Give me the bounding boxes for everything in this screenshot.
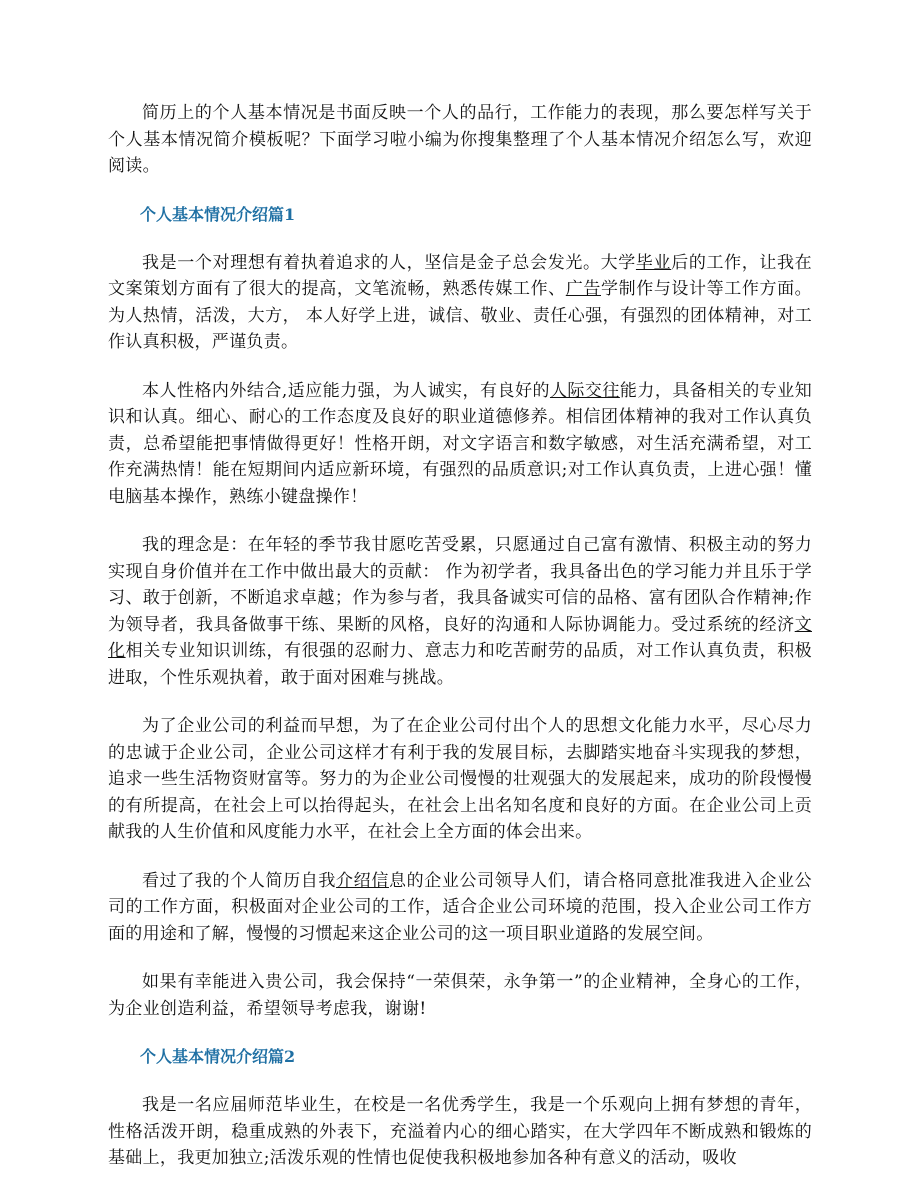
paragraph-4: 为了企业公司的利益而早想，为了在企业公司付出个人的思想文化能力水平，尽心尽力的忠诚于企业公司，企业公司这样才有利于我的发展目标，去脚踏实地奋斗实现我的梦想，追求一些生活物资财富等。努力的为企业公司慢慢的壮观强大的发展起来，成功的阶段慢慢的有所提高，在社会上可以抬得起头，在社会上出名知名度和良好的方面。在企业公司上贡献我的人生价值和风度能力水平，在社会上全方面的体会出来。 xyxy=(108,716,812,842)
section-heading-1: 个人基本情况介绍篇1 xyxy=(140,204,296,224)
section-heading-2: 个人基本情况介绍篇2 xyxy=(140,1047,296,1066)
link-interpersonal[interactable]: 人际交往 xyxy=(549,380,620,401)
paragraph-7: 我是一名应届师范毕业生，在校是一名优秀学生，我是一个乐观向上拥有梦想的青年，性格活泼开朗，稳重成熟的外表下，充溢着内心的细心踏实，在大学四年不断成熟和锻炼的基础上，我更加独立;活泼乐观的性情也促使我积极地参加各种有意义的活动，吸收 xyxy=(108,1095,812,1168)
link-graduation[interactable]: 毕业 xyxy=(635,252,672,273)
paragraph-1 xyxy=(108,250,812,356)
link-culture[interactable]: 文化 xyxy=(108,614,812,661)
paragraph-2 xyxy=(108,378,812,511)
paragraph-3-text-b: 相关专业知识训练，有很强的忍耐力、意志力和吃苦耐劳的品质，对工作认真负责，积极进取，个性乐观执着，敢于面对困难与挑战。 xyxy=(108,641,812,688)
link-advertising[interactable]: 广告 xyxy=(565,279,601,299)
link-introduction[interactable]: 介绍信 xyxy=(336,870,389,891)
intro-paragraph: 简历上的个人基本情况是书面反映一个人的品行，工作能力的表现，那么要怎样写关于个人基本情况简介模板呢？下面学习啦小编为你搜集整理了个人基本情况介绍怎么写，欢迎阅读。 xyxy=(108,103,812,176)
paragraph-5-text-a: 看过了我的个人简历自我 xyxy=(142,870,337,891)
paragraph-1-text-b: 后的工作，让我在文案策划方面有了很大的提高，文笔流畅，熟悉传媒工作、 xyxy=(108,252,812,299)
paragraph-5-text-b: 息的企业公司领导人们，请合格同意批准我进入企业公司的工作方面，积极面对企业公司的工作，适合企业公司环境的范围，投入企业公司工作方面的用途和了解，慢慢的习惯起来这企业公司的这一项目职业道路的发展空间。 xyxy=(108,870,812,944)
paragraph-2-text-b: 能力，具备相关的专业知识和认真。细心、耐心的工作态度及良好的职业道德修养。相信团体精神的我对工作认真负责，总希望能把事情做得更好！性格开朗，对文字语言和数字敏感，对生活充满希望，对工作充满热情！能在短期间内适应新环境，有强烈的品质意识;对工作认真负责，上进心强！懂电脑基本操作，熟练小键盘操作！ xyxy=(108,380,812,507)
paragraph-3-text-a: 我的理念是：在年轻的季节我甘愿吃苦受累，只愿通过自己富有激情、积极主动的努力实现自身价值并在工作中做出最大的贡献： 作为初学者，我具备出色的学习能力并且乐于学习、敢于创新，不断追求卓越；作为参与者，我具备诚实可信的品格、富有团队合作精神;作为领导者，我具备做事干练、果断的风格，良好的沟通和人际协调能力。受过系统的经济 xyxy=(108,535,812,635)
paragraph-6: 如果有幸能进入贵公司，我会保持“一荣俱荣，永争第一”的企业精神，全身心的工作，为企业创造利益，希望领导考虑我，谢谢! xyxy=(108,972,812,1019)
paragraph-1-text-a: 我是一个对理想有着执着追求的人，坚信是金子总会发光。大学 xyxy=(142,252,636,273)
paragraph-5 xyxy=(108,868,812,948)
paragraph-2-text-a: 本人性格内外结合,适应能力强，为人诚实，有良好的 xyxy=(142,380,550,401)
paragraph-3 xyxy=(108,532,812,691)
paragraph-1-text-c: 学制作与设计等工作方面。为人热情，活泼，大方， 本人好学上进，诚信、敬业、责任心强，有强烈的团体精神，对工作认真积极，严谨负责。 xyxy=(108,279,812,352)
